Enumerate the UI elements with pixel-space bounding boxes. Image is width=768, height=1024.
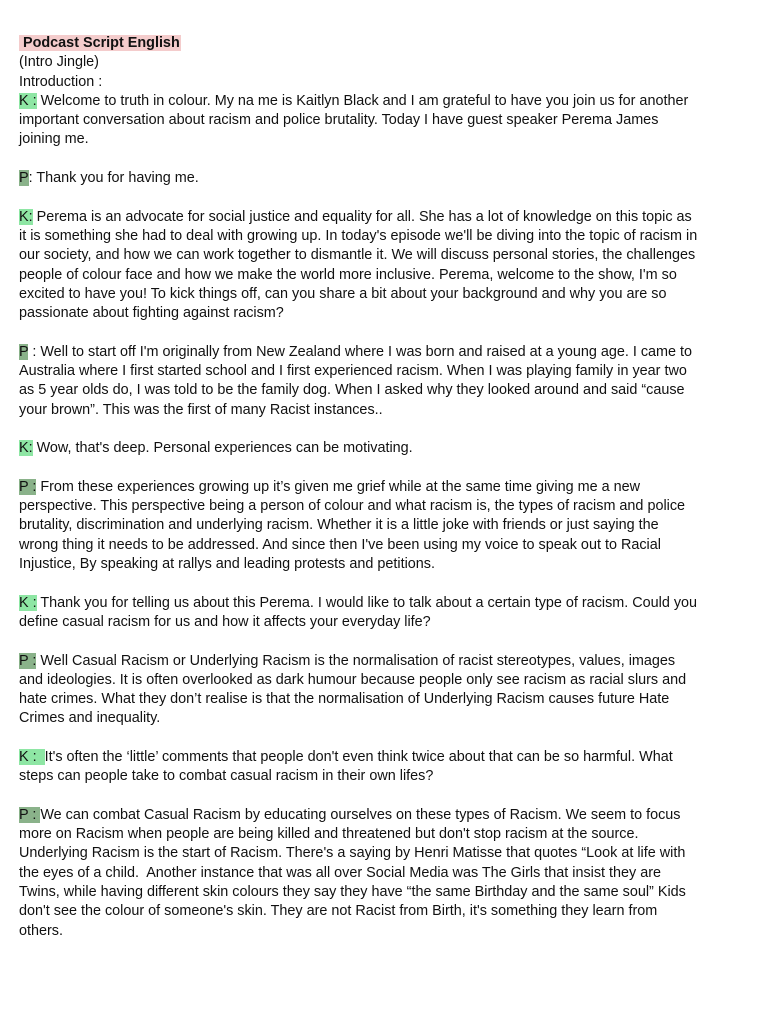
dialogue-line (19, 169, 754, 188)
paragraph-gap (19, 632, 754, 651)
speaker-label-k: K : (19, 594, 37, 611)
paragraph-gap (19, 150, 754, 169)
dialogue-line (19, 748, 754, 767)
paragraph-gap (19, 574, 754, 593)
dialogue-text: Welcome to truth in colour. My na me is Kaitlyn Black and I am grateful to have you join us for another (36, 92, 689, 109)
dialogue-line: others. (19, 922, 63, 939)
dialogue-line: your brown”. This was the first of many Racist instances.. (19, 401, 383, 418)
paragraph-gap (19, 188, 754, 207)
dialogue-text: Well Casual Racism or Underlying Racism is the normalisation of racist stereotypes, values, images (36, 652, 676, 669)
paragraph-gap (19, 729, 754, 748)
dialogue-line: Underlying Racism is the start of Racism. There's a saying by Henri Matisse that quotes “Look at life with (19, 845, 686, 862)
speaker-label-k: K: (19, 440, 33, 457)
dialogue-line: wrong thing it needs to be addressed. And since then I've been using my voice to speak out to Racial (19, 536, 661, 553)
dialogue-line: Twins, while having different skin colours they say they have “the same Birthday and the same soul” Kids (19, 884, 686, 901)
dialogue-paragraph-k2 (19, 208, 754, 324)
dialogue-line (19, 594, 754, 613)
dialogue-line (19, 806, 754, 825)
dialogue-line: steps can people take to combat casual racism in their own lifes? (19, 768, 434, 785)
dialogue-paragraph-p4 (19, 652, 754, 729)
speaker-label-p: P (19, 343, 29, 360)
dialogue-paragraph-k5 (19, 748, 754, 787)
document-title: Podcast Script English (19, 35, 181, 51)
speaker-label-k: K: (19, 208, 33, 225)
speaker-label-p: P : (19, 478, 37, 495)
dialogue-line: it is something she had to deal with growing up. In today's episode we'll be diving into the topic of racism in (19, 227, 698, 244)
dialogue-line: excited to have you! To kick things off, can you share a bit about your background and why you are so (19, 285, 667, 302)
speaker-label-p: P : (19, 806, 41, 823)
dialogue-line: hate crimes. What they don’t realise is that the normalisation of Underlying Racism causes future Hate (19, 691, 670, 708)
dialogue-line: Injustice, By speaking at rallys and leading protests and petitions. (19, 556, 435, 573)
dialogue-text: From these experiences growing up it’s given me grief while at the same time giving me a new (36, 478, 640, 495)
dialogue-line: as 5 year olds do, I was told to be the family dog. When I asked why they looked around and said “cause (19, 382, 685, 399)
dialogue-line: Australia where I first started school and I first experienced racism. When I was playing family in year two (19, 363, 687, 380)
speaker-label-p: P (19, 170, 29, 187)
dialogue-line: joining me. (19, 131, 89, 148)
dialogue-text: Thank you for telling us about this Perema. I would like to talk about a certain type of racism. Could you (36, 594, 698, 611)
dialogue-text: Perema is an advocate for social justice and equality for all. She has a lot of knowledge on this topic as (32, 208, 692, 225)
dialogue-line: perspective. This perspective being a person of colour and what racism is, the types of racism and police (19, 498, 686, 515)
dialogue-line: define casual racism for us and how it affects your everyday life? (19, 613, 431, 630)
dialogue-line: passionate about fighting against racism? (19, 305, 284, 322)
dialogue-line (19, 343, 754, 362)
dialogue-line: and ideologies. It is often overlooked as dark humour because people only see racism as racial slurs and (19, 671, 687, 688)
dialogue-paragraph-k1 (19, 92, 754, 150)
dialogue-line (19, 478, 754, 497)
podcast-script-document (19, 34, 754, 941)
speaker-label-k: K : (19, 748, 45, 765)
dialogue-line: our society, and how we can work together to dismantle it. We will discuss personal stories, the challenges (19, 247, 696, 264)
dialogue-paragraph-p1 (19, 169, 754, 188)
dialogue-paragraph-k3 (19, 439, 754, 458)
intro-jingle: (Intro Jingle) (19, 54, 99, 71)
speaker-label-k: K : (19, 92, 37, 109)
dialogue-line (19, 208, 754, 227)
dialogue-text: We can combat Casual Racism by educating ourselves on these types of Racism. We seem to focus (40, 806, 681, 823)
dialogue-line: important conversation about racism and police brutality. Today I have guest speaker Perema James (19, 112, 659, 129)
dialogue-text: : Well to start off I'm originally from New Zealand where I was born and raised at a young age. I came to (28, 343, 693, 360)
dialogue-line: don't see the colour of someone's skin. They are not Racist from Birth, it's something they learn from (19, 903, 658, 920)
dialogue-line: more on Racism when people are being killed and threatened but don't stop racism at the source. (19, 826, 639, 843)
introduction-heading: Introduction : (19, 73, 103, 90)
dialogue-paragraph-p5 (19, 806, 754, 941)
dialogue-paragraph-p3 (19, 478, 754, 574)
paragraph-gap (19, 787, 754, 806)
paragraph-gap (19, 420, 754, 439)
dialogue-line: Crimes and inequality. (19, 710, 161, 727)
dialogue-text: Wow, that's deep. Personal experiences can be motivating. (32, 440, 413, 457)
title-line (19, 34, 754, 53)
dialogue-text: It's often the ‘little’ comments that people don't even think twice about that can be so harmful. What (44, 748, 673, 765)
dialogue-line (19, 92, 754, 111)
dialogue-line (19, 652, 754, 671)
paragraph-gap (19, 323, 754, 342)
dialogue-text: : Thank you for having me. (28, 170, 199, 187)
paragraph-gap (19, 459, 754, 478)
dialogue-paragraph-p2 (19, 343, 754, 420)
dialogue-line: people of colour face and how we make the world more inclusive. Perema, welcome to the show, I'm so (19, 266, 677, 283)
dialogue-line (19, 439, 754, 458)
dialogue-line: the eyes of a child. Another instance that was all over Social Media was The Girls that insist they are (19, 864, 662, 881)
dialogue-paragraph-k4 (19, 594, 754, 633)
dialogue-line: brutality, discrimination and underlying racism. Whether it is a little joke with friends or just saying the (19, 517, 659, 534)
speaker-label-p: P : (19, 652, 37, 669)
